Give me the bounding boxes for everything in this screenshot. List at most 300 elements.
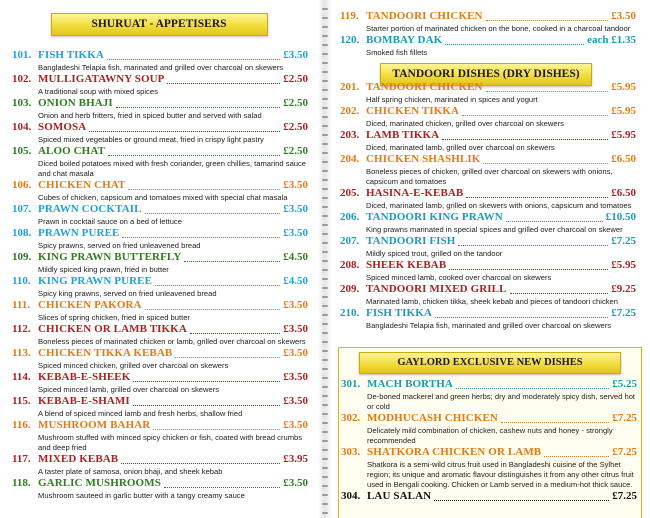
leader-dots [145, 309, 280, 310]
item-name: CHICKEN TIKKA KEBAB [38, 347, 173, 359]
starters-continued-list [340, 10, 636, 58]
item-name: TANDOORI CHICKEN [366, 10, 483, 22]
spiral-ring [322, 134, 328, 136]
item-price: £7.25 [612, 446, 637, 458]
spiral-ring [322, 260, 328, 262]
menu-item [12, 179, 308, 203]
item-number: 202. [340, 105, 360, 117]
spiral-ring [322, 161, 328, 163]
leader-dots [164, 487, 280, 488]
spiral-ring [322, 80, 328, 82]
spiral-ring [322, 287, 328, 289]
item-number: 207. [340, 235, 360, 247]
menu-item-row [12, 419, 308, 433]
item-description: Cubes of chicken, capsicum and tomatoes mixed with special chat masala [38, 193, 288, 202]
item-price: £3.50 [283, 299, 308, 311]
leader-dots [506, 221, 603, 222]
spiral-ring [322, 143, 328, 145]
spiral-ring [322, 458, 328, 460]
item-number: 303. [341, 446, 361, 458]
item-number: 106. [12, 179, 32, 191]
leader-dots [445, 44, 584, 45]
leader-dots [175, 357, 280, 358]
menu-item-row [12, 203, 308, 217]
menu-item-row [340, 211, 636, 225]
spiral-ring [322, 89, 328, 91]
item-name: PRAWN COCKTAIL [38, 203, 142, 215]
spiral-ring [322, 512, 328, 514]
item-number: 209. [340, 283, 360, 295]
spiral-ring [322, 242, 328, 244]
spiral-ring [322, 71, 328, 73]
item-name: FISH TIKKA [366, 307, 432, 319]
item-description: Diced, marinated lamb, grilled on skewers with onions, capsicum and tomatoes [366, 201, 632, 210]
spiral-ring [322, 215, 328, 217]
item-name: SHATKORA CHICKEN OR LAMB [367, 446, 542, 458]
menu-item-row [340, 105, 636, 119]
item-price: £4.50 [283, 251, 308, 263]
menu-item [340, 34, 636, 58]
item-description: Mildly spiced trout, grilled on the tandoor [366, 249, 503, 258]
spiral-ring [322, 62, 328, 64]
item-name: ALOO CHAT [38, 145, 106, 157]
item-price: £5.95 [611, 259, 636, 271]
item-number: 101. [12, 49, 32, 61]
leader-dots [116, 107, 280, 108]
spiral-ring [322, 413, 328, 415]
item-number: 107. [12, 203, 32, 215]
menu-item [12, 299, 308, 323]
exclusive-list [341, 378, 637, 504]
item-description: Spicy king prawns, served on fried unleavened bread [38, 289, 217, 298]
spiral-ring [322, 188, 328, 190]
menu-item [12, 395, 308, 419]
item-number: 210. [340, 307, 360, 319]
item-price: £2.50 [283, 121, 308, 133]
item-number: 301. [341, 378, 361, 390]
spiral-ring [322, 449, 328, 451]
item-price: £10.50 [605, 211, 636, 223]
item-price: £7.25 [611, 307, 636, 319]
menu-item-row [12, 49, 308, 63]
item-name: GARLIC MUSHROOMS [38, 477, 161, 489]
spiral-ring [322, 44, 328, 46]
item-description: Prawn in cocktail sauce on a bed of lettuce [38, 217, 182, 226]
menu-item [12, 97, 308, 121]
item-number: 203. [340, 129, 360, 141]
item-name: MODHUCASH CHICKEN [367, 412, 498, 424]
appetisers-list [12, 49, 308, 501]
leader-dots [462, 115, 608, 116]
item-price: each £1.35 [587, 34, 636, 46]
spiral-ring [322, 170, 328, 172]
leader-dots [133, 405, 280, 406]
menu-item-row [12, 121, 308, 135]
item-number: 111. [12, 299, 31, 311]
menu-item-row [12, 179, 308, 193]
spiral-ring [322, 332, 328, 334]
menu-item [340, 211, 636, 235]
item-name: CHICKEN OR LAMB TIKKA [38, 323, 187, 335]
menu-item [340, 81, 636, 105]
menu-item-row [340, 283, 636, 297]
menu-item [12, 477, 308, 501]
item-description: De-boned mackerel and green herbs; dry and moderately spicy dish, served hot or cold [367, 392, 636, 411]
menu-item [340, 153, 636, 187]
item-name: MACH BORTHA [367, 378, 453, 390]
spiral-ring [322, 359, 328, 361]
item-price: £4.50 [283, 275, 308, 287]
menu-item [341, 378, 637, 412]
menu-item [12, 453, 308, 477]
leader-dots [456, 388, 609, 389]
item-number: 108. [12, 227, 32, 239]
spiral-ring [322, 296, 328, 298]
spiral-ring [322, 125, 328, 127]
item-description: Diced, marinated chicken, grilled over charcoal on skewers [366, 119, 564, 128]
item-number: 304. [341, 490, 361, 502]
item-name: MULLIGATAWNY SOUP [38, 73, 165, 85]
menu-item-row [340, 187, 636, 201]
item-name: TANDOORI CHICKEN [366, 81, 483, 93]
spiral-ring [322, 179, 328, 181]
menu-item-row [12, 73, 308, 87]
tandoori-page [332, 0, 650, 518]
leader-dots [486, 20, 608, 21]
item-name: CHICKEN CHAT [38, 179, 126, 191]
item-description: Slices of spring chicken, fried in spiced butter [38, 313, 190, 322]
menu-item-row [12, 477, 308, 491]
menu-item-row [341, 412, 637, 426]
item-number: 105. [12, 145, 32, 157]
menu-item [12, 371, 308, 395]
item-name: MUSHROOM BAHAR [38, 419, 151, 431]
leader-dots [89, 131, 280, 132]
spiral-ring [322, 17, 328, 19]
spiral-ring [322, 269, 328, 271]
item-price: £2.50 [283, 97, 308, 109]
spiral-ring [322, 224, 328, 226]
exclusive-banner: GAYLORD EXCLUSIVE NEW DISHES [359, 352, 621, 374]
menu-item [12, 73, 308, 97]
leader-dots [435, 317, 608, 318]
menu-item-row [12, 395, 308, 409]
item-description: Boneless pieces of chicken, grilled over charcoal on skewers with onions, capsicum and tomatoes [366, 167, 613, 186]
item-name: KEBAB-E-SHEEK [38, 371, 131, 383]
item-description: A traditional soup with mixed spices [38, 87, 158, 96]
item-name: HASINA-E-KEBAB [366, 187, 464, 199]
spiral-ring [322, 476, 328, 478]
spiral-ring [322, 494, 328, 496]
leader-dots [501, 422, 609, 423]
leader-dots [121, 463, 280, 464]
spiral-ring [322, 386, 328, 388]
menu-item [340, 129, 636, 153]
item-price: £2.50 [283, 73, 308, 85]
item-price: £5.95 [611, 81, 636, 93]
item-description: Diced, marinated lamb, grilled over charcoal on skewers [366, 143, 555, 152]
leader-dots [486, 91, 608, 92]
spiral-ring [322, 206, 328, 208]
spiral-ring [322, 197, 328, 199]
item-price: £3.50 [283, 347, 308, 359]
item-description: Bangladeshi Telapia fish, marinated and grilled over charcoal on skewers [366, 321, 612, 330]
item-number: 109. [12, 251, 32, 263]
menu-item [12, 323, 308, 347]
item-number: 114. [12, 371, 31, 383]
menu-item-row [340, 34, 636, 48]
leader-dots [483, 163, 608, 164]
item-name: SHEEK KEBAB [366, 259, 447, 271]
leader-dots [466, 197, 608, 198]
spiral-ring [322, 404, 328, 406]
item-name: TANDOORI FISH [366, 235, 456, 247]
item-number: 205. [340, 187, 360, 199]
item-price: £3.95 [283, 453, 308, 465]
menu-item-row [12, 371, 308, 385]
item-number: 110. [12, 275, 31, 287]
leader-dots [190, 333, 280, 334]
leader-dots [449, 269, 608, 270]
spiral-ring [322, 503, 328, 505]
leader-dots [442, 139, 608, 140]
spiral-ring [322, 251, 328, 253]
item-number: 118. [12, 477, 31, 489]
item-description: Boneless pieces of marinated chicken or lamb, grilled over charcoal on skewers [38, 337, 306, 346]
item-number: 302. [341, 412, 361, 424]
item-price: £3.50 [283, 371, 308, 383]
item-description: Smoked fish fillets [366, 48, 428, 57]
leader-dots [167, 83, 280, 84]
menu-item-row [340, 259, 636, 273]
item-description: Marinated lamb, chicken tikka, sheek kebab and pieces of tandoori chicken [366, 297, 619, 306]
item-price: £3.50 [283, 227, 308, 239]
item-name: CHICKEN TIKKA [366, 105, 460, 117]
item-description: Shatkora is a semi-wild citrus fruit used in Bangladeshi cuisine of the Sylhet region; its unique and aromatic flavour distinguishes it from any other citrus fruit used in Bengali cooking. Chicken or Lamb served in a medium-hot thick sauce. [367, 460, 634, 489]
item-name: PRAWN PUREE [38, 227, 120, 239]
menu-item [340, 283, 636, 307]
item-description: Onion and herb fritters, fried in spiced butter and served with salad [38, 111, 262, 120]
spiral-ring [322, 440, 328, 442]
leader-dots [458, 245, 608, 246]
spiral-ring [322, 35, 328, 37]
spiral-ring [322, 431, 328, 433]
item-number: 208. [340, 259, 360, 271]
item-price: £3.50 [283, 395, 308, 407]
spiral-ring [322, 53, 328, 55]
spiral-ring [322, 8, 328, 10]
leader-dots [108, 155, 280, 156]
item-description: A blend of spiced minced lamb and fresh herbs, shallow fried [38, 409, 243, 418]
leader-dots [155, 285, 280, 286]
item-description: Spiced minced lamb, cooked over charcoal on skewers [366, 273, 552, 282]
item-price: £6.50 [611, 187, 636, 199]
spiral-ring [322, 98, 328, 100]
spiral-ring [322, 485, 328, 487]
item-description: Mildly spiced king prawn, fried in butter [38, 265, 169, 274]
spiral-ring [322, 395, 328, 397]
spiral-ring [322, 116, 328, 118]
item-number: 204. [340, 153, 360, 165]
menu-item [340, 235, 636, 259]
item-price: £5.25 [612, 378, 637, 390]
menu-item [12, 227, 308, 251]
menu-item-row [12, 299, 308, 313]
menu-item [341, 412, 637, 446]
spiral-ring [322, 377, 328, 379]
item-price: £5.95 [611, 129, 636, 141]
menu-item-row [12, 347, 308, 361]
menu-item [12, 145, 308, 179]
item-description: Bangladeshi Telapia fish, marinated and grilled over charcoal on skewers [38, 63, 284, 72]
item-name: CHICKEN SHASHLIK [366, 153, 481, 165]
leader-dots [145, 213, 280, 214]
menu-item [340, 10, 636, 34]
tandoori-list [340, 81, 636, 331]
item-description: Spicy prawns, served on fried unleavened bread [38, 241, 201, 250]
menu-item-row [341, 378, 637, 392]
leader-dots [133, 381, 280, 382]
item-number: 119. [340, 10, 359, 22]
menu-item-row [340, 235, 636, 249]
leader-dots [122, 237, 280, 238]
item-number: 117. [12, 453, 31, 465]
item-description: Mushroom sauteed in garlic butter with a tangy creamy sauce [38, 491, 245, 500]
item-number: 115. [12, 395, 31, 407]
menu-item [341, 446, 637, 490]
spiral-ring [322, 368, 328, 370]
menu-item-row [12, 251, 308, 265]
menu-item-row [12, 227, 308, 241]
item-description: Mushroom stuffed with minced spicy chicken or fish, coated with bread crumbs and deep fried [38, 433, 303, 452]
item-description: Delicately mild combination of chicken, cashew nuts and honey - strongly recommended [367, 426, 613, 445]
spiral-ring [322, 341, 328, 343]
item-price: £6.50 [611, 153, 636, 165]
menu-item [12, 203, 308, 227]
item-price: £7.25 [611, 235, 636, 247]
spiral-ring [322, 305, 328, 307]
exclusive-box [338, 347, 642, 518]
menu-item-row [340, 307, 636, 321]
spiral-ring [322, 278, 328, 280]
menu-item-row [341, 446, 637, 460]
item-price: £7.25 [612, 490, 637, 502]
leader-dots [510, 293, 608, 294]
item-number: 104. [12, 121, 32, 133]
item-price: £3.50 [283, 203, 308, 215]
menu-item [12, 347, 308, 371]
spiral-ring [322, 350, 328, 352]
leader-dots [107, 59, 280, 60]
item-price: £3.50 [283, 49, 308, 61]
item-name: KING PRAWN BUTTERFLY [38, 251, 182, 263]
menu-item [341, 490, 637, 504]
menu-item [12, 121, 308, 145]
spiral-ring [322, 467, 328, 469]
tandoori-banner: TANDOORI DISHES (DRY DISHES) [380, 63, 592, 86]
item-number: 102. [12, 73, 32, 85]
item-description: Spiced minced chicken, grilled over charcoal on skewers [38, 361, 229, 370]
menu-item [340, 259, 636, 283]
menu-item-row [340, 153, 636, 167]
menu-item-row [12, 453, 308, 467]
menu-item-row [12, 145, 308, 159]
item-description: Half spring chicken, marinated in spices and yogurt [366, 95, 538, 104]
item-price: £3.50 [283, 323, 308, 335]
item-name: ONION BHAJI [38, 97, 113, 109]
item-price: £3.50 [283, 179, 308, 191]
item-name: LAMB TIKKA [366, 129, 440, 141]
item-price: £7.25 [612, 412, 637, 424]
item-price: £3.50 [611, 10, 636, 22]
spiral-ring [322, 107, 328, 109]
menu-item [12, 49, 308, 73]
spiral-ring [322, 26, 328, 28]
item-description: Spiced minced lamb, grilled over charcoal on skewers [38, 385, 220, 394]
menu-item-row [12, 323, 308, 337]
item-name: LAU SALAN [367, 490, 432, 502]
spiral-ring [322, 152, 328, 154]
menu-item-row [340, 129, 636, 143]
appetisers-page [0, 0, 318, 518]
menu-item-row [12, 97, 308, 111]
item-description: A taster plate of samosa, onion bhaji, and sheek kebab [38, 467, 223, 476]
menu-item-row [340, 10, 636, 24]
leader-dots [544, 456, 609, 457]
appetisers-banner: SHURUAT - APPETISERS [51, 13, 268, 36]
item-price: £2.50 [283, 145, 308, 157]
spiral-ring [322, 314, 328, 316]
item-name: KEBAB-E-SHAMI [38, 395, 130, 407]
item-number: 201. [340, 81, 360, 93]
menu-item [340, 307, 636, 331]
menu-item [340, 105, 636, 129]
item-name: TANDOORI KING PRAWN [366, 211, 503, 223]
menu-item [12, 275, 308, 299]
item-name: TANDOORI MIXED GRILL [366, 283, 507, 295]
item-description: Starter portion of marinated chicken on the bone, cooked in a charcoal tandoor [366, 24, 631, 33]
menu-item [12, 251, 308, 275]
leader-dots [184, 261, 280, 262]
item-name: MIXED KEBAB [38, 453, 119, 465]
item-name: SOMOSA [38, 121, 87, 133]
menu-item-row [341, 490, 637, 504]
item-price: £5.95 [611, 105, 636, 117]
item-number: 116. [12, 419, 31, 431]
item-name: FISH TIKKA [38, 49, 104, 61]
item-price: £3.50 [283, 419, 308, 431]
menu-item [340, 187, 636, 211]
item-price: £9.25 [611, 283, 636, 295]
spiral-ring [322, 422, 328, 424]
item-description: Diced boiled potatoes mixed with fresh coriander, green chillies, tamarind sauce and chat masala [38, 159, 307, 178]
spiral-ring [322, 323, 328, 325]
menu-item-row [12, 275, 308, 289]
leader-dots [128, 189, 280, 190]
item-name: BOMBAY DAK [366, 34, 443, 46]
item-name: KING PRAWN PUREE [38, 275, 153, 287]
item-number: 103. [12, 97, 32, 109]
item-description: Spiced mixed vegetables or ground meat, fried in crispy light pastry [38, 135, 264, 144]
spiral-ring [322, 233, 328, 235]
item-number: 112. [12, 323, 31, 335]
leader-dots [434, 500, 609, 501]
leader-dots [153, 429, 280, 430]
item-number: 206. [340, 211, 360, 223]
item-number: 120. [340, 34, 360, 46]
item-name: CHICKEN PAKORA [38, 299, 142, 311]
item-number: 113. [12, 347, 31, 359]
